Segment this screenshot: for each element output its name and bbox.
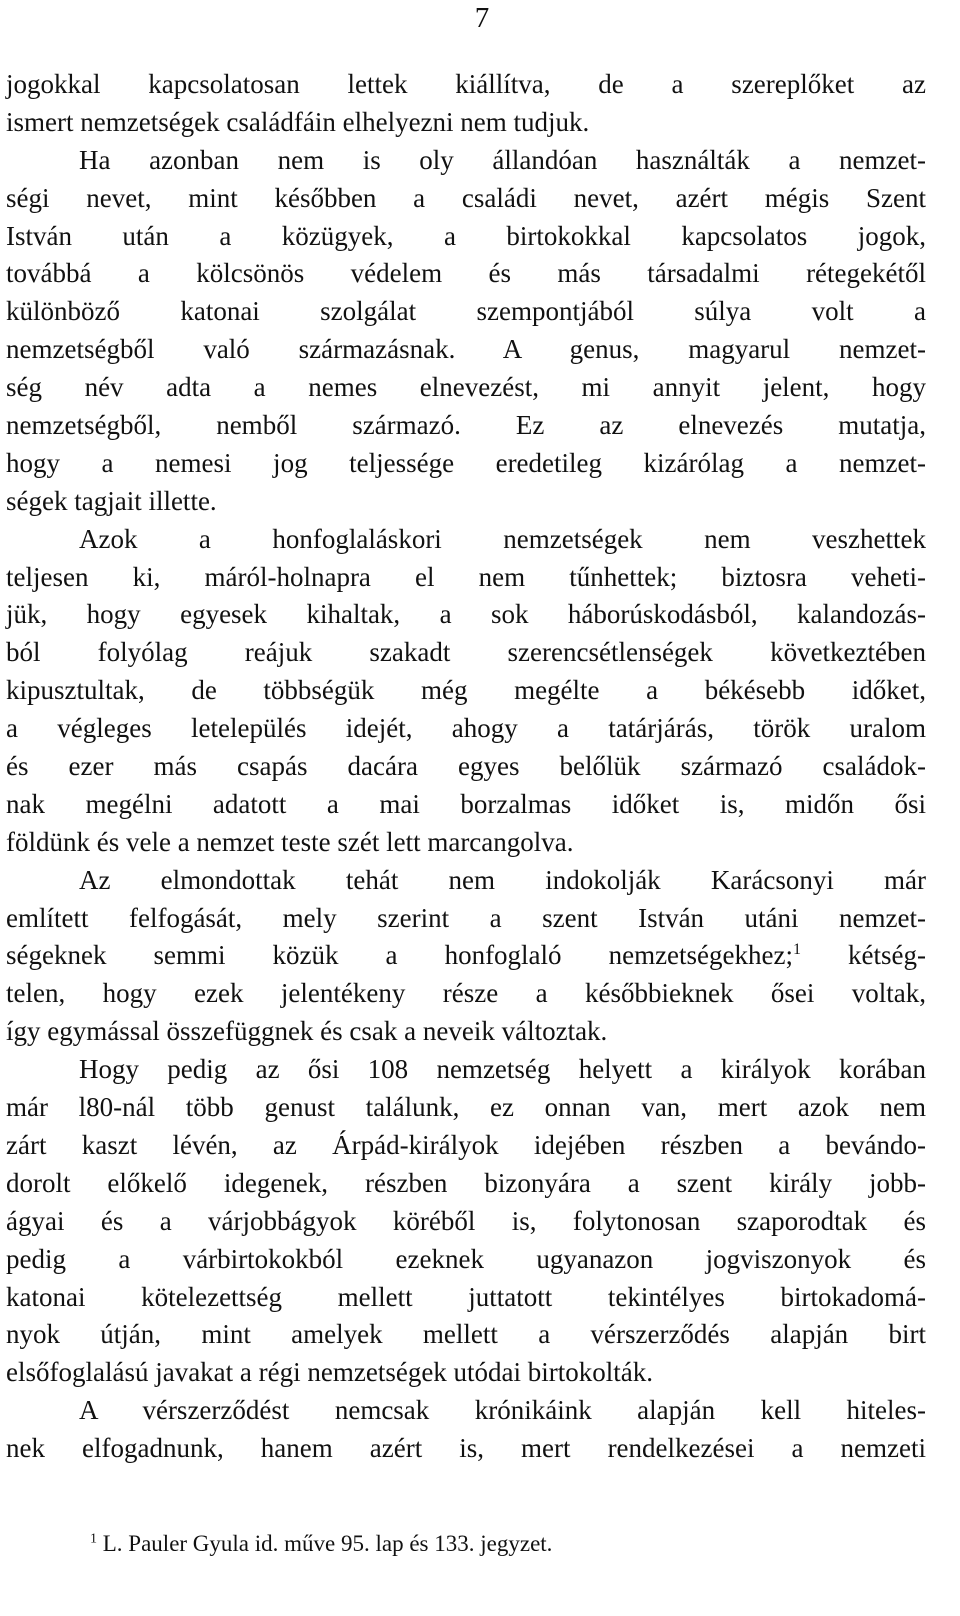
text-line-content: nyok útján, mint amelyek mellett a vérszerződés alapján birt [6,1319,926,1350]
text-line-content: a végleges letelepülés idejét, ahogy a tatárjárás, török uralom [6,713,926,744]
text-line [6,483,926,521]
text-line-content: teljesen ki, máról-holnapra el nem tűnhettek; biztosra veheti- [6,561,926,592]
text-line [6,1013,926,1051]
text-line [6,445,926,483]
text-line-content: elsőfoglalású javakat a régi nemzetségek utódai birtokolták. [6,1357,654,1388]
text-line [6,710,926,748]
text-line [6,66,926,104]
text-line [6,1279,926,1317]
text-line-content: jük, hogy egyesek kihaltak, a sok háborúskodásból, kalandozás- [6,599,926,630]
text-line-content: említett felfogását, mely szerint a szent István utáni nemzet- [6,902,926,933]
text-line [6,1051,926,1089]
text-line-content: ágyai és a várjobbágyok köréből is, folytonosan szaporodtak és [6,1205,926,1236]
footnote-reference: 1 [792,941,801,959]
text-line [6,634,926,672]
text-line [6,1354,926,1392]
text-line-content: István után a közügyek, a birtokokkal kapcsolatos jogok, [6,220,926,251]
text-line-content: nak megélni adatott a mai borzalmas időket is, midőn ősi [6,788,926,819]
text-line-content: Ha azonban nem is oly állandóan használták a nemzet- [79,144,926,175]
text-line-content: jogokkal kapcsolatosan lettek kiállítva, de a szereplőket az [6,69,926,99]
text-line [6,1392,926,1430]
text-line [6,748,926,786]
text-line [6,596,926,634]
text-line-content: dorolt előkelő idegenek, részben bizonyára a szent király jobb- [6,1167,926,1198]
text-line-content: ségi nevet, mint későbben a családi nevet, azért mégis Szent [6,182,926,213]
text-line-content: kipusztultak, de többségük még megélte a békésebb időket, [6,675,926,706]
body-text [6,66,926,1468]
text-line [6,1203,926,1241]
text-line [6,218,926,256]
text-line-content: katonai kötelezettség mellett juttatott tekintélyes birtokadomá- [6,1281,926,1312]
text-line [6,293,926,331]
text-line-content: továbbá a kölcsönös védelem és más társadalmi rétegekétől [6,258,926,289]
text-line [6,862,926,900]
text-line-content: már l80-nál több genust találunk, ez onnan van, mert azok nem [6,1092,926,1123]
text-line [6,1316,926,1354]
text-line [6,900,926,938]
text-line [6,672,926,710]
text-line [6,104,926,142]
text-line [6,937,926,975]
text-line [6,255,926,293]
text-line [6,331,926,369]
text-line-content: Az elmondottak tehát nem indokolják Karácsonyi már [79,864,926,895]
text-line-continuation: kétség- [800,940,926,971]
text-line [6,369,926,407]
text-line [6,407,926,445]
text-line-content: így egymással összefüggnek és csak a neveik változtak. [6,1016,608,1047]
text-line-content: telen, hogy ezek jelentékeny része a későbbieknek ősei voltak, [6,978,926,1009]
text-line-content: földünk és vele a nemzet teste szét lett marcangolva. [6,826,574,857]
text-line [6,1127,926,1165]
text-line-content: nek elfogadnunk, hanem azért is, mert rendelkezései a nemzeti [6,1433,926,1464]
text-line-content: nemzetségből való származásnak. A genus, magyarul nemzet- [6,334,926,365]
text-line [6,824,926,862]
text-line [6,786,926,824]
text-line-content: Hogy pedig az ősi 108 nemzetség helyett a királyok korában [79,1054,926,1085]
text-line [6,559,926,597]
text-line-content: ségek tagjait illette. [6,485,217,516]
text-line [6,1165,926,1203]
text-line-content: zárt kaszt lévén, az Árpád-királyok idejében részben a bevándo- [6,1129,926,1160]
text-line [6,1241,926,1279]
text-line-content: Azok a honfoglaláskori nemzetségek nem veszhettek [79,523,926,554]
text-line-content: pedig a várbirtokokból ezeknek ugyanazon jogviszonyok és [6,1243,926,1274]
text-line-content: hogy a nemesi jog teljessége eredetileg kizárólag a nemzet- [6,447,926,478]
footnote-text: L. Pauler Gyula id. műve 95. lap és 133. jegyzet. [97,1531,553,1556]
text-line-content: különböző katonai szolgálat szempontjából súlya volt a [6,296,926,327]
text-line-content: ségeknek semmi közük a honfoglaló nemzetségekhez; [6,940,793,971]
text-line [6,1089,926,1127]
text-line-content: nemzetségből, nemből származó. Ez az elnevezés mutatja, [6,410,926,441]
footnote [90,1527,552,1561]
text-line [6,975,926,1013]
text-line-content: és ezer más csapás dacára egyes belőlük származó családok- [6,751,926,782]
text-line [6,1430,926,1468]
footnote-mark: 1 [90,1531,97,1547]
text-line [6,142,926,180]
text-line [6,521,926,559]
text-line-content: ismert nemzetségek családfáin elhelyezni nem tudjuk. [6,106,590,137]
text-line-content: A vérszerződést nemcsak krónikáink alapján kell hiteles- [79,1395,926,1426]
text-line [6,180,926,218]
text-line-content: ség név adta a nemes elnevezést, mi annyit jelent, hogy [6,372,926,403]
text-line-content: ból folyólag reájuk szakadt szerencsétlenségek következtében [6,637,926,668]
page-number: 7 [474,2,490,34]
